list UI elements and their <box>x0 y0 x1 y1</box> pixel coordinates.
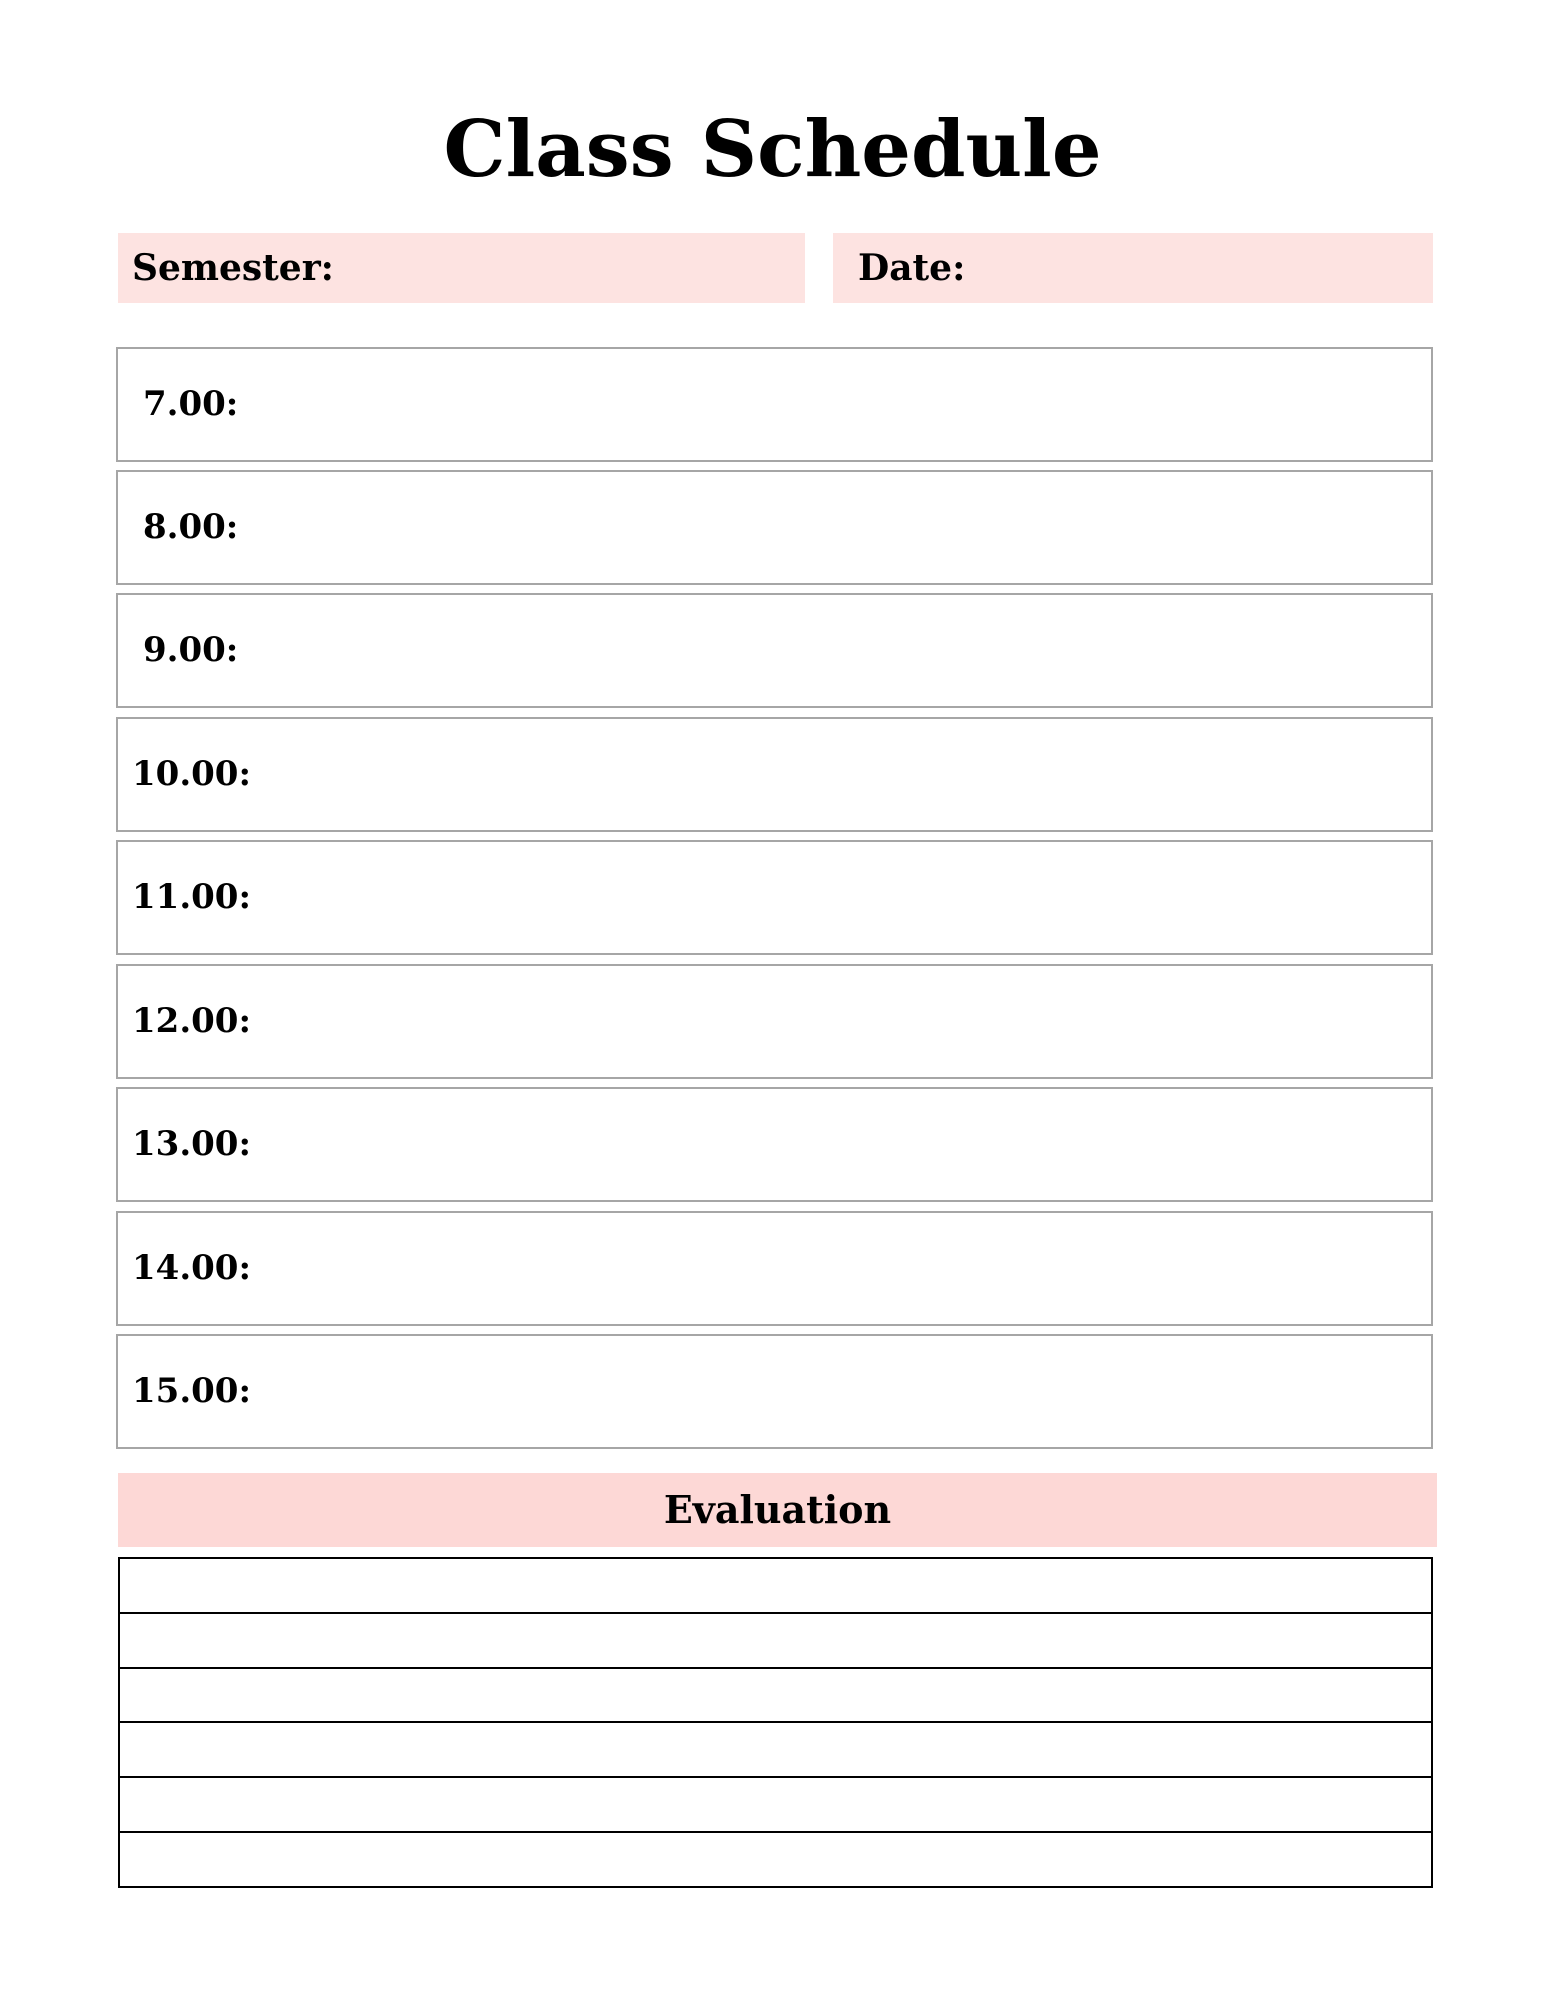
time-label: 10.00: <box>132 754 252 794</box>
evaluation-line[interactable] <box>120 1559 1431 1614</box>
schedule-row-12[interactable] <box>116 964 1433 1079</box>
schedule-row-7[interactable] <box>116 347 1433 462</box>
schedule-row-15[interactable] <box>116 1334 1433 1449</box>
schedule-row-8[interactable] <box>116 470 1433 585</box>
semester-label: Semester: <box>132 247 334 289</box>
time-label: 14.00: <box>132 1248 252 1288</box>
schedule-row-11[interactable] <box>116 840 1433 955</box>
evaluation-line[interactable] <box>120 1833 1431 1886</box>
evaluation-line[interactable] <box>120 1723 1431 1778</box>
evaluation-line[interactable] <box>120 1778 1431 1833</box>
time-label: 7.00: <box>143 384 239 424</box>
date-field[interactable] <box>833 233 1433 303</box>
evaluation-heading: Evaluation <box>118 1473 1437 1547</box>
schedule-row-10[interactable] <box>116 717 1433 832</box>
evaluation-line[interactable] <box>120 1614 1431 1669</box>
time-label: 12.00: <box>132 1001 252 1041</box>
time-label: 8.00: <box>143 507 239 547</box>
evaluation-line[interactable] <box>120 1669 1431 1724</box>
date-label: Date: <box>858 247 966 289</box>
schedule-row-14[interactable] <box>116 1211 1433 1326</box>
schedule-row-13[interactable] <box>116 1087 1433 1202</box>
time-label: 15.00: <box>132 1371 252 1411</box>
time-label: 11.00: <box>132 877 252 917</box>
semester-field[interactable] <box>118 233 805 303</box>
schedule-row-9[interactable] <box>116 593 1433 708</box>
time-label: 9.00: <box>143 630 239 670</box>
evaluation-lines <box>118 1557 1433 1888</box>
time-label: 13.00: <box>132 1124 252 1164</box>
page-title: Class Schedule <box>443 104 1102 195</box>
